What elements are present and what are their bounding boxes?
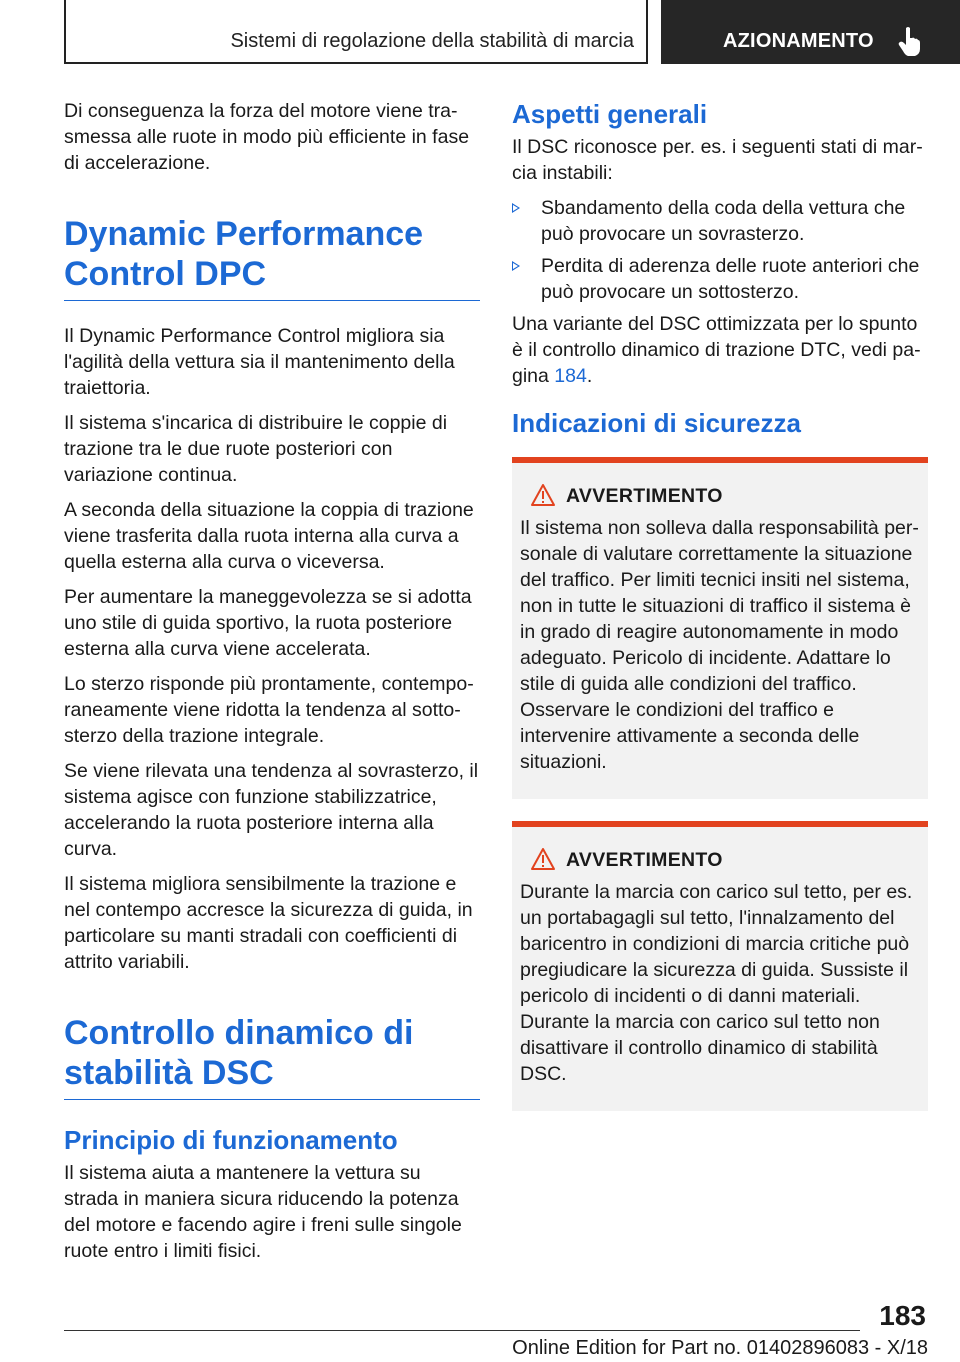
dpc-paragraph-2: Il sistema s'incarica di distribuire le coppie di trazione tra le due ruote posteriori con variazione continua. — [64, 412, 448, 486]
dpc-heading: Dynamic Performance Control DPC — [64, 214, 480, 301]
footer-edition: Online Edition for Part no. 01402896083 - X/18 — [512, 1337, 928, 1359]
warning-box — [512, 821, 928, 1111]
hand-pointer-icon — [897, 26, 923, 56]
dsc-subheading: Principio di funzionamento — [64, 1125, 398, 1155]
dsc-paragraph: Il sistema aiuta a mantenere la vettura su strada in maniera sicura riducendo la potenza del motore e facendo agire i freni sulle singole ruote entro i limiti fisici. — [64, 1162, 462, 1262]
general-heading: Aspetti generali — [512, 99, 708, 129]
dsc-heading: Controllo dinamico di stabilità DSC — [64, 1013, 480, 1100]
list-item: Perdita di aderenza delle ruote anteriori che può provocare un sottosterzo. — [512, 253, 928, 305]
warning-triangle-icon — [530, 847, 556, 871]
page-number: 183 — [879, 1300, 926, 1331]
page-link-184[interactable]: 184 — [554, 365, 587, 387]
header-section-box — [64, 0, 648, 64]
general-intro: Il DSC riconosce per. es. i seguenti stati di marcia instabili: — [512, 136, 923, 184]
warning-triangle-icon — [530, 483, 556, 507]
warning-label: AVVERTIMENTO — [566, 849, 723, 871]
bullet-triangle-icon — [512, 261, 520, 271]
intro-paragraph: Di conseguenza la forza del motore viene trasmessa alle ruote in modo più efficiente in fase di accelerazione. — [64, 100, 470, 174]
variant-paragraph: Una variante del DSC ottimizzata per lo spunto è il controllo dinamico di trazione DTC, vedi pagina 184. — [512, 313, 921, 387]
dpc-paragraph-5: Lo sterzo risponde più prontamente, contemporaneamente viene ridotta la tendenza al sottosterzo della trazione integrale. — [64, 673, 474, 747]
chapter-tab[interactable] — [661, 0, 960, 64]
dpc-paragraph-4: Per aumentare la maneggevolezza se si adotta uno stile di guida sportivo, la ruota posteriore esterna alla curva viene accelerata. — [64, 586, 472, 660]
dpc-paragraph-3: A seconda della situazione la coppia di trazione viene trasferita dalla ruota interna alla curva a quella esterna alla curva o viceversa. — [64, 499, 474, 573]
bullet-triangle-icon — [512, 203, 520, 213]
bullet-list — [512, 195, 928, 305]
section-title: Sistemi di regolazione della stabilità di marcia — [230, 30, 634, 52]
warning-box — [512, 457, 928, 799]
dpc-paragraph-1: Il Dynamic Performance Control migliora sia l'agilità della vettura sia il mantenimento della traiettoria. — [64, 325, 455, 399]
warning-label: AVVERTIMENTO — [566, 485, 723, 507]
right-column — [512, 98, 928, 1123]
warning-text: Il sistema non solleva dalla responsabilità personale di valutare correttamente la situazione del traffico. Per limiti tecnici insiti nel sistema, non in tutte le situazioni di traffico il sistema è in grado di reagire autonomamente in modo adeguato. Pericolo di incidente. Adattare lo stile di guida alle condizioni del traffico. Osservare le condizioni del traffico e intervenire attivamente a seconda delle situazioni. — [520, 517, 919, 773]
chapter-label: AZIONAMENTO — [723, 30, 874, 52]
warning-text: Durante la marcia con carico sul tetto, per es. un portabagagli sul tetto, l'innalzamento del baricentro in condizioni di marcia critiche può pregiudicare la sicurezza di guida. Sussiste il pericolo di incidenti o di danni materiali. Durante la marcia con carico sul tetto non disattivare il controllo dinamico di stabilità DSC. — [520, 881, 913, 1085]
footer-divider — [64, 1330, 860, 1331]
list-item: Sbandamento della coda della vettura che può provocare un sovrasterzo. — [512, 195, 928, 247]
dpc-paragraph-7: Il sistema migliora sensibilmente la trazione e nel contempo accresce la sicurezza di guida, in particolare su manti stradali con coefficienti di attrito variabili. — [64, 873, 473, 973]
dpc-paragraph-6: Se viene rilevata una tendenza al sovrasterzo, il sistema agisce con funzione stabilizzatrice, accelerando la ruota posteriore interna alla curva. — [64, 760, 479, 860]
left-column — [64, 98, 480, 1273]
safety-heading: Indicazioni di sicurezza — [512, 408, 801, 438]
